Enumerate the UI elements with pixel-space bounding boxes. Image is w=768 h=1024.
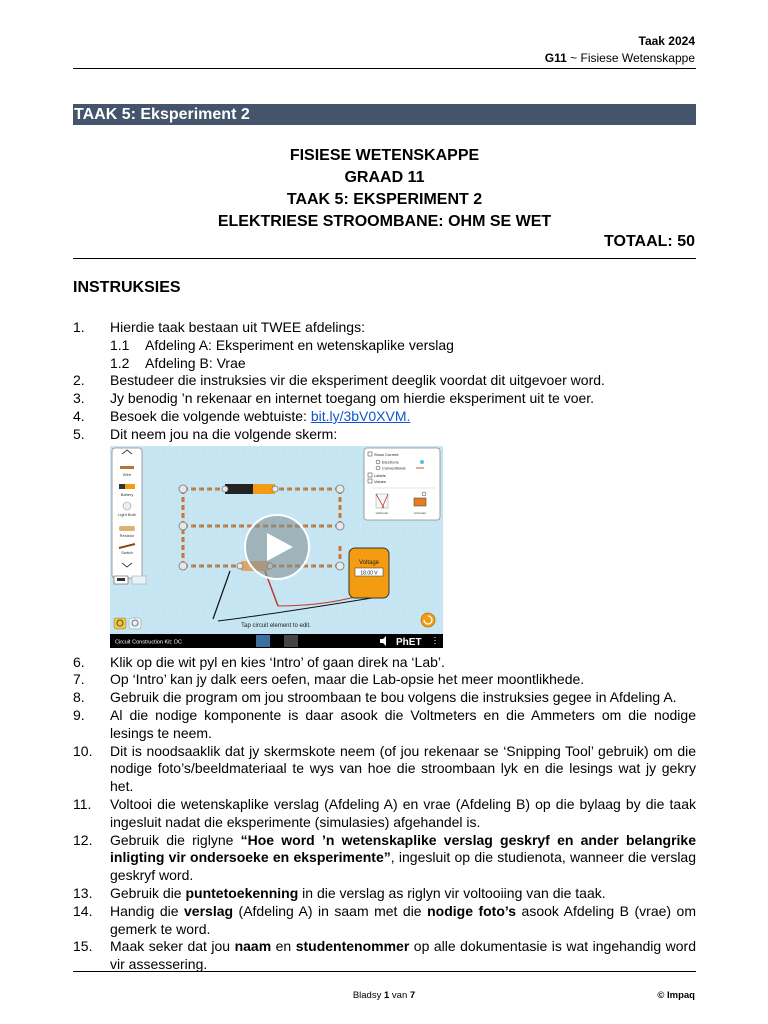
electrons-radio[interactable] [376, 460, 380, 464]
sim-title: Circuit Construction Kit: DC [115, 639, 182, 646]
values-checkbox[interactable] [368, 479, 372, 483]
wire-icon [120, 466, 134, 469]
list-item [73, 938, 696, 974]
item-number: 14. [73, 902, 93, 919]
page-total: 7 [409, 990, 416, 1001]
option-conventional: Conventional [382, 465, 406, 471]
list-item [73, 743, 696, 796]
item-text: , ingesluit op die studienota, wanneer die verslag geskryf word. [110, 849, 697, 884]
options-panel[interactable] [364, 448, 440, 520]
item-text: Gebruik die riglyne [110, 831, 241, 848]
voltmeter-title: Voltage [358, 559, 380, 566]
item-number: 7. [73, 671, 85, 688]
item-bold-text: puntetoekenning [185, 884, 299, 901]
sub-item [73, 337, 696, 355]
sub-item-text: Afdeling B: Vrae [145, 354, 246, 371]
header-task-year: Taak 2024 [638, 34, 695, 48]
website-link[interactable]: bit.ly/3bV0XVM. [310, 407, 411, 424]
simulation-screenshot [110, 446, 443, 648]
toolbox-label-bulb: Light Bulb [118, 511, 136, 517]
option-show-current: Show Current [374, 451, 399, 457]
footer-rule [73, 971, 696, 972]
item-bold-text: naam [234, 938, 272, 955]
list-item [73, 390, 696, 408]
toolbox-label-battery: Battery [120, 491, 134, 497]
component-toolbox[interactable] [112, 448, 142, 578]
option-electrons: Electrons [382, 459, 399, 465]
item-text: Hierdie taak bestaan uit TWEE afdelings: [110, 319, 365, 335]
page-number [0, 990, 768, 1001]
list-item [73, 689, 696, 707]
item-text: Handig die [110, 902, 185, 919]
conventional-radio[interactable] [376, 466, 380, 470]
phet-simulation-image [110, 446, 443, 648]
resistor-icon [119, 526, 135, 531]
voltmeter-label: Voltmeter [375, 510, 389, 515]
item-text: (Afdeling A) in saam met die [233, 902, 428, 919]
item-bold-text: nodige foto’s [427, 902, 517, 919]
item-number: 8. [73, 689, 85, 706]
voltmeter-reading: 18.00 V [360, 570, 378, 577]
item-number: 15. [73, 938, 93, 955]
instructions-heading: INSTRUKSIES [73, 279, 181, 296]
list-item [73, 408, 696, 426]
item-text: Gebruik die [110, 884, 186, 901]
item-text: Al die nodige komponente is daar asook die Voltmeters en die Ammeters om die nodige lesings te neem. [110, 706, 696, 741]
sub-item-number: 1.2 [110, 354, 130, 371]
sub-item-text: Afdeling A: Eksperiment en wetenskaplike verslag [145, 336, 454, 353]
item-number: 10. [73, 742, 93, 759]
item-number: 1. [73, 319, 85, 335]
header-rule [73, 68, 696, 69]
item-number: 11. [73, 795, 92, 812]
page-header [545, 33, 695, 67]
instruction-list [73, 319, 696, 974]
item-number: 4. [73, 407, 85, 424]
item-text: en [271, 938, 296, 955]
play-button[interactable] [245, 515, 309, 579]
title-topic: ELEKTRIESE STROOMBANE: OHM SE WET [217, 213, 552, 230]
list-item [73, 885, 696, 903]
ammeter-label: Ammeter [413, 510, 427, 515]
intro-screen-icon[interactable] [256, 635, 270, 647]
sub-item-number: 1.1 [110, 336, 130, 353]
option-values: Values [374, 478, 386, 484]
copyright: © Impaq [657, 990, 695, 1001]
item-text: Jy benodig ’n rekenaar en internet toegang om hierdie eksperiment uit te voer. [110, 390, 595, 407]
item-text: Op ‘Intro’ kan jy dalk eers oefen, maar die Lab-opsie het meer moontlikhede. [110, 671, 585, 688]
list-item [73, 796, 696, 832]
lab-screen-icon[interactable] [284, 635, 298, 647]
list-item [73, 372, 696, 390]
battery-component[interactable] [225, 484, 253, 494]
item-text: Maak seker dat jou [110, 938, 235, 955]
list-item [73, 654, 696, 672]
item-text: asook Afdeling B (vrae) om gemerk te word. [110, 902, 696, 937]
item-text: Dit is noodsaaklik dat jy skermskote neem (of jou rekenaar se ‘Snipping Tool’ gebruik) om die nodige foto’s/beeldmateriaal te wys van hoe die stroombaan lyk en die lesings wat jy gekry het. [110, 742, 696, 795]
list-item [73, 832, 696, 885]
list-item [73, 903, 696, 939]
sim-hint-text: Tap circuit element to edit. [241, 622, 311, 629]
item-number: 2. [73, 372, 85, 389]
toolbox-label-resistor: Resistor [119, 532, 135, 538]
list-item [73, 426, 696, 444]
page-separator: van [389, 990, 410, 1001]
item-text: Klik op die wit pyl en kies ‘Intro’ of gaan direk na ‘Lab’. [110, 653, 445, 670]
list-item [73, 671, 696, 689]
item-bold-text: verslag [184, 902, 234, 919]
page-current: 1 [383, 990, 390, 1001]
list-item [73, 319, 696, 337]
title-subject: FISIESE WETENSKAPPE [289, 147, 480, 164]
header-grade: G11 [544, 51, 567, 65]
header-subject [545, 50, 695, 67]
item-number: 13. [73, 884, 93, 901]
item-number: 3. [73, 390, 85, 407]
header-subject-name: ~ Fisiese Wetenskappe [566, 51, 695, 65]
title-block [73, 145, 696, 233]
item-text: Besoek die volgende webtuiste: [110, 407, 311, 424]
show-current-checkbox[interactable] [368, 452, 372, 456]
voltmeter-icon[interactable] [376, 494, 388, 508]
title-task: TAAK 5: EKSPERIMENT 2 [286, 191, 483, 208]
item-text: Dit neem jou na die volgende skerm: [110, 425, 338, 442]
item-text: Voltooi die wetenskaplike verslag (Afdeling A) en vrae (Afdeling B) op die bylaag by die taak ingesluit nadat die eksperimente (simulasies) afgehandel is. [110, 795, 696, 830]
labels-checkbox[interactable] [368, 473, 372, 477]
toolbox-label-switch: Switch [121, 549, 133, 555]
reset-all-button[interactable] [421, 613, 435, 627]
toolbox-label-wire: Wire [122, 471, 132, 477]
ammeter-icon[interactable] [414, 498, 426, 506]
section-band: TAAK 5: Eksperiment 2 [73, 104, 696, 125]
option-labels: Labels [374, 472, 386, 478]
voltmeter-device[interactable] [349, 548, 389, 598]
item-text: Gebruik die program om jou stroombaan te bou volgens die instruksies gegee in Afdeling A. [110, 689, 677, 706]
item-number: 5. [73, 425, 85, 442]
total-marks: TOTAAL: 50 [604, 233, 695, 250]
page-label: Bladsy [352, 990, 384, 1001]
sub-item [73, 355, 696, 373]
item-number: 6. [73, 653, 85, 670]
item-text: in die verslag as riglyn vir voltooiing van die taak. [298, 884, 606, 901]
phet-logo[interactable]: PhET [396, 636, 422, 648]
item-bold-text: “Hoe word ’n wetenskaplike verslag geskryf en ander belangrike inligting vir ondersoeke en eksperimente” [110, 831, 696, 866]
title-grade: GRAAD 11 [344, 169, 425, 186]
item-text: Bestudeer die instruksies vir die eksperiment deeglik voordat dit uitgevoer word. [110, 372, 605, 389]
item-text: op alle dokumentasie is wat ingehandig word vir assessering. [110, 938, 697, 973]
item-number: 12. [73, 831, 93, 848]
list-item [73, 707, 696, 743]
title-rule [73, 258, 696, 259]
light-bulb-icon [123, 502, 131, 510]
item-number: 9. [73, 706, 85, 723]
item-bold-text: studentenommer [295, 938, 410, 955]
